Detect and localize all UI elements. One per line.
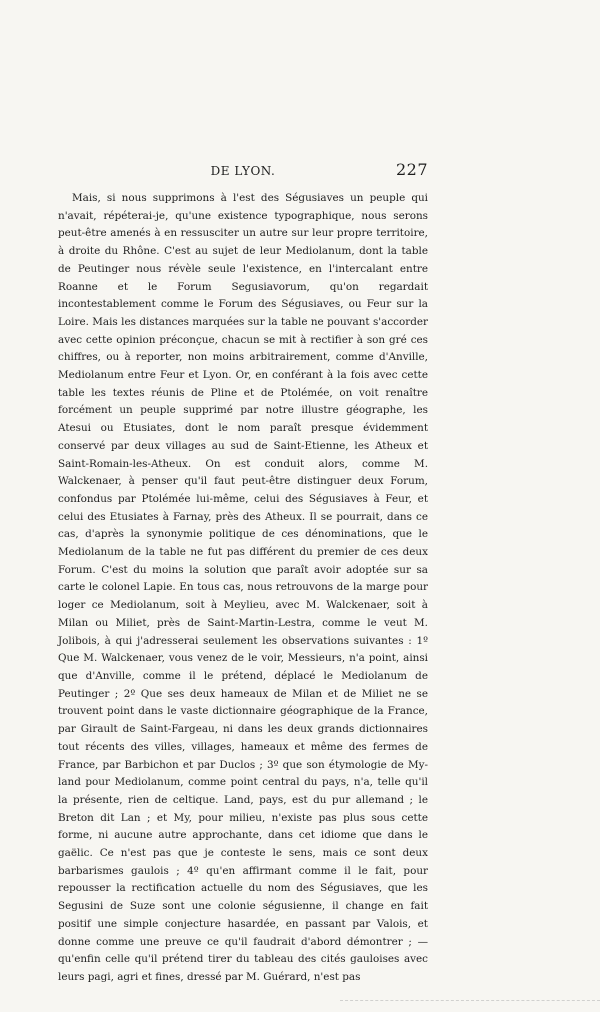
bottom-edge-artifact xyxy=(340,1000,600,1005)
body-text xyxy=(58,190,428,987)
paragraph: Mais, si nous supprimons à l'est des Ségusiaves un peuple qui n'avait, répéterai-je, qu'une existence typographique, nous serons peut-être amenés à en ressusciter un autre sur leur propre territoire, à droite du Rhône. C'est au sujet de leur Mediolanum, dont la table de Peutinger nous révèle seule l'existence, en l'intercalant entre Roanne et le Forum Segusiavorum, qu'on regardait incontestablement comme le Forum des Ségusiaves, ou Feur sur la Loire. Mais les distances marquées sur la table ne pouvant s'accorder avec cette opinion préconçue, chacun se mit à rectifier à son gré ces chiffres, ou à reporter, non moins arbitrairement, comme d'Anville, Mediolanum entre Feur et Lyon. Or, en conférant à la fois avec cette table les textes réunis de Pline et de Ptolémée, on voit renaître forcément un peuple supprimé par notre illustre géographe, les Atesui ou Etusiates, dont le nom paraît presque évidemment conservé par deux villages au sud de Saint-Etienne, les Atheux et Saint-Romain-les-Atheux. On est conduit alors, comme M. Walckenaer, à penser qu'il faut peut-être distinguer deux Forum, confondus par Ptolémée lui-même, celui des Ségusiaves à Feur, et celui des Etusiates à Farnay, près des Atheux. Il se pourrait, dans ce cas, d'après la synonymie politique de ces dénominations, que le Mediolanum de la table ne fut pas différent du premier de ces deux Forum. C'est du moins la solution que paraît avoir adoptée sur sa carte le colonel Lapie. En tous cas, nous retrouvons de la marge pour loger ce Mediolanum, soit à Meylieu, avec M. Walckenaer, soit à Milan ou Miliet, près de Saint-Martin-Lestra, comme le veut M. Jolibois, à qui j'adresserai seulement les observations suivantes : 1º Que M. Walckenaer, vous venez de le voir, Messieurs, n'a point, ainsi que d'Anville, comme il le prétend, déplacé le Mediolanum de Peutinger ; 2º Que ses deux hameaux de Milan et de Miliet ne se trouvent point dans le vaste dictionnaire géographique de la France, par Girault de Saint-Fargeau, ni dans les deux grands dictionnaires tout récents des villes, villages, hameaux et même des fermes de France, par Barbichon et par Duclos ; 3º que son étymologie de My-land pour Mediolanum, comme point central du pays, n'a, telle qu'il la présente, rien de celtique. Land, pays, est du pur allemand ; le Breton dit Lan ; et My, pour milieu, n'existe pas plus sous cette forme, ni aucune autre approchante, dans cet idiome que dans le gaëlic. Ce n'est pas que je conteste le sens, mais ce sont deux barbarismes gaulois ; 4º qu'en affirmant comme il le fait, pour repousser la rectification actuelle du nom des Ségusiaves, que les Segusini de Suze sont une colonie ségusienne, il change en fait positif une simple conjecture hasardée, en passant par Valois, et donne comme une preuve ce qu'il faudrait d'abord démontrer ; — qu'enfin celle qu'il prétend tirer du tableau des cités gauloises avec leurs pagi, agri et fines, dressé par M. Guérard, n'est pas xyxy=(58,192,428,983)
running-head xyxy=(58,160,428,184)
page-number: 227 xyxy=(395,160,428,179)
book-page xyxy=(58,160,428,987)
running-title: DE LYON. xyxy=(210,164,276,178)
